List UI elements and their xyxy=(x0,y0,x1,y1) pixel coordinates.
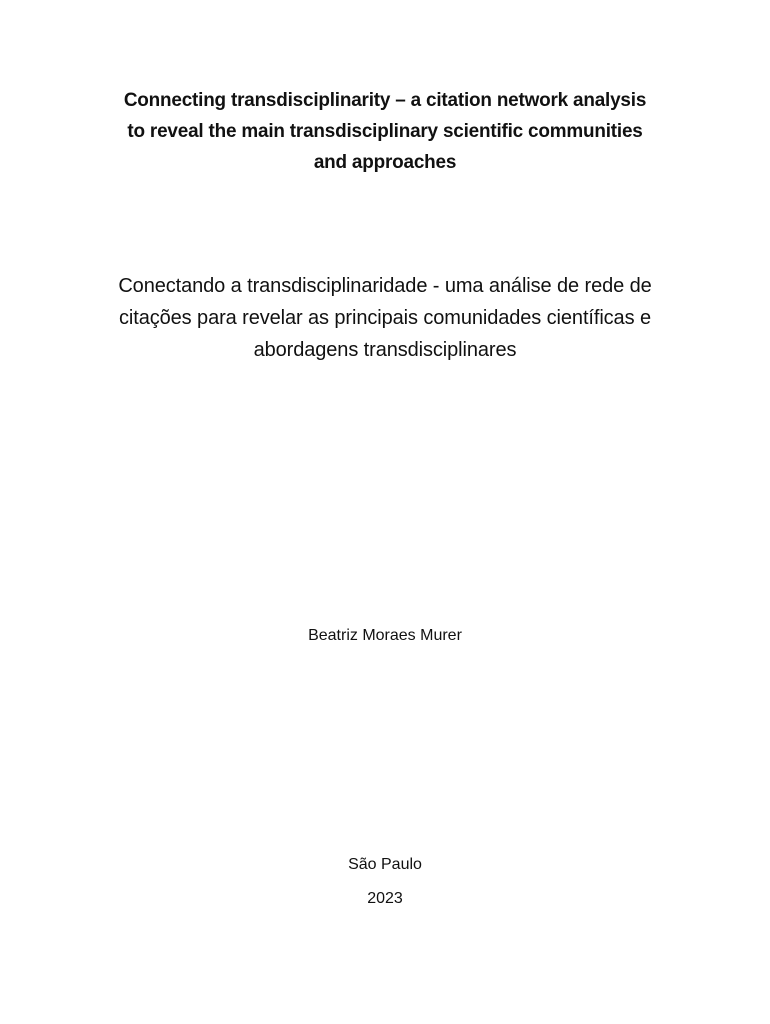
portuguese-title-line-3: abordagens transdisciplinares xyxy=(253,339,517,361)
author-name: Beatriz Moraes Murer xyxy=(308,627,462,644)
english-title-line-2: to reveal the main transdisciplinary scientific communities xyxy=(127,120,643,142)
portuguese-title-line-2: citações para revelar as principais comunidades científicas e xyxy=(119,307,651,329)
portuguese-title-line-1: Conectando a transdisciplinaridade - uma análise de rede de xyxy=(118,275,652,297)
publication-year: 2023 xyxy=(367,890,403,907)
english-title-line-3: and approaches xyxy=(313,151,457,173)
english-title-line-1: Connecting transdisciplinarity – a citation network analysis xyxy=(123,89,647,111)
publication-place: São Paulo xyxy=(348,856,422,873)
